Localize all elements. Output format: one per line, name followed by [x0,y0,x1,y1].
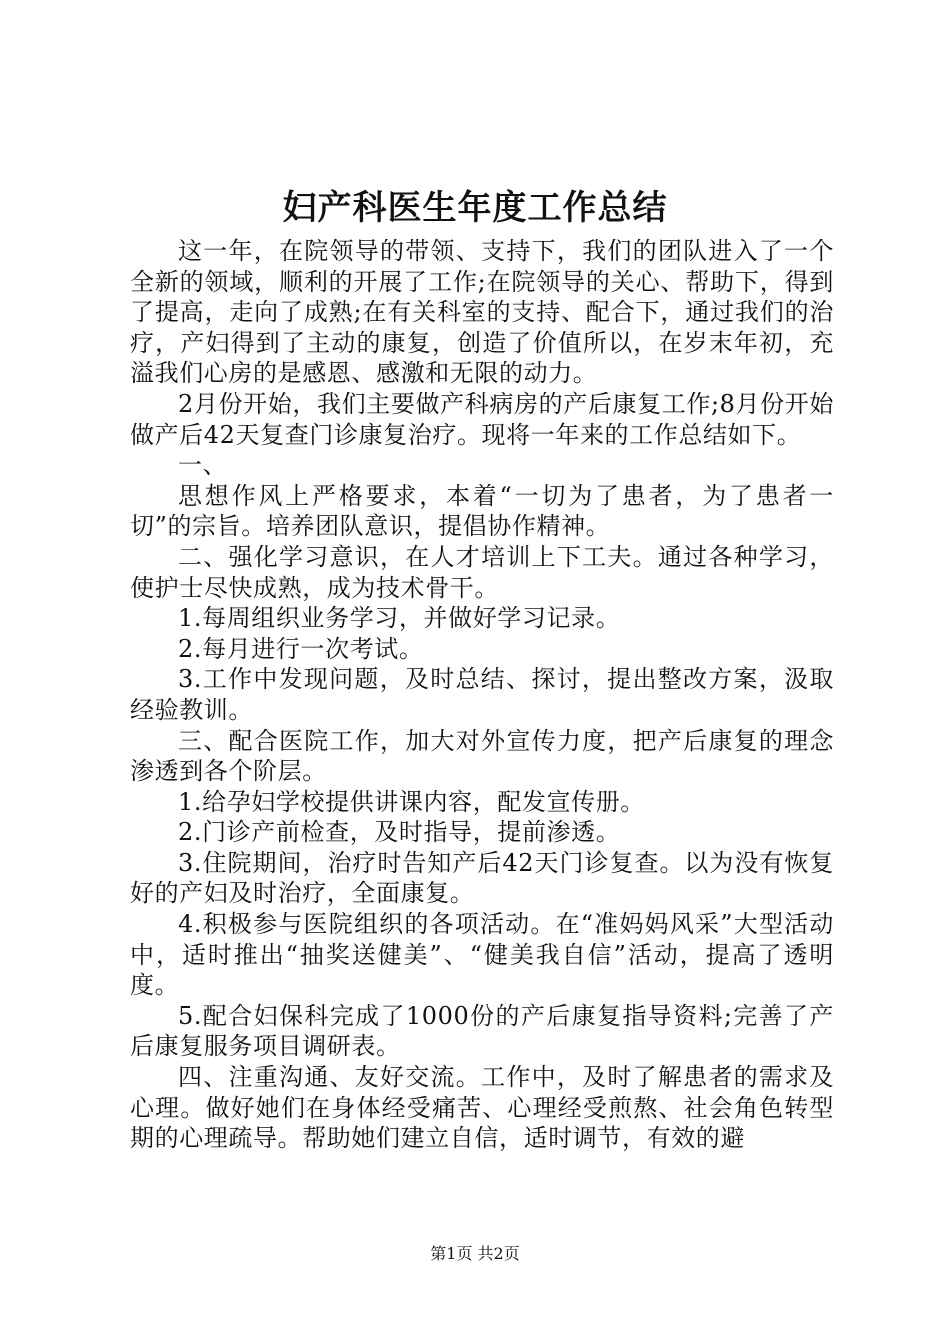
document-body [130,236,834,1154]
list-item: 1.每周组织业务学习，并做好学习记录。 [178,604,621,633]
document-title: 妇产科医生年度工作总结 [282,188,668,228]
list-item: 5.配合妇保科完成了1000份的产后康复指导资料;完善了产后康复服务项目调研表。 [130,1001,834,1061]
section-heading: 四、注重沟通、友好交流。工作中，及时了解患者的需求及心理。做好她们在身体经受痛苦、心理经受煎熬、社会角色转型期的心理疏导。帮助她们建立自信，适时调节，有效的避 [130,1063,834,1153]
section-heading: 一、 [178,451,228,480]
page-footer: 第1页 共2页 [430,1244,520,1263]
list-item: 2.每月进行一次考试。 [178,634,424,663]
paragraph: 2月份开始，我们主要做产科病房的产后康复工作;8月份开始做产后42天复查门诊康复治疗。现将一年来的工作总结如下。 [130,389,834,449]
list-item: 3.工作中发现问题，及时总结、探讨，提出整改方案，汲取经验教训。 [130,665,834,724]
section-heading: 三、配合医院工作，加大对外宣传力度，把产后康复的理念渗透到各个阶层。 [130,726,834,786]
list-item: 4.积极参与医院组织的各项活动。在“准妈妈风采”大型活动中，适时推出“抽奖送健美”、“健美我自信”活动，提高了透明度。 [130,910,834,1000]
list-item: 1.给孕妇学校提供讲课内容，配发宣传册。 [178,787,645,816]
section-heading: 二、强化学习意识，在人才培训上下工夫。通过各种学习，使护士尽快成熟，成为技术骨干。 [130,542,834,602]
list-item: 2.门诊产前检查，及时指导，提前渗透。 [178,818,621,847]
list-item: 3.住院期间，治疗时告知产后42天门诊复查。以为没有恢复好的产妇及时治疗，全面康复。 [130,848,834,908]
paragraph: 这一年，在院领导的带领、支持下，我们的团队进入了一个全新的领域，顺利的开展了工作;在院领导的关心、帮助下，得到了提高，走向了成熟;在有关科室的支持、配合下，通过我们的治疗，产妇得到了主动的康复，创造了价值所以，在岁末年初，充溢我们心房的是感恩、感激和无限的动力。 [130,237,834,388]
paragraph: 思想作风上严格要求，本着“一切为了患者，为了患者一切”的宗旨。培养团队意识，提倡协作精神。 [130,481,834,541]
